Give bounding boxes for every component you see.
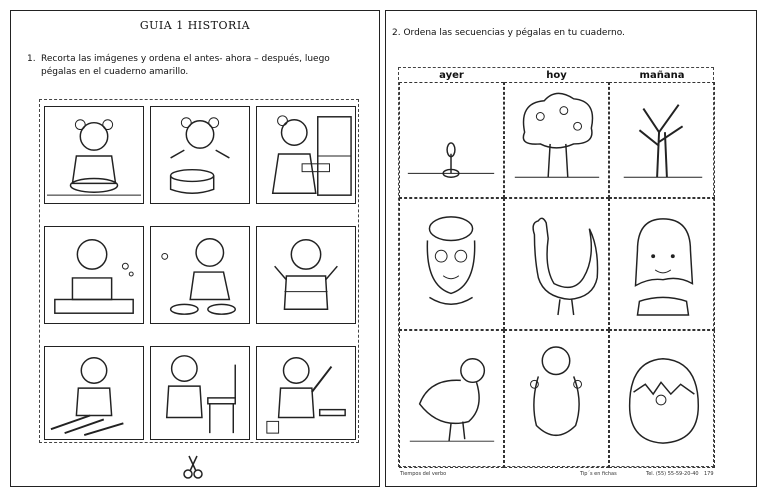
picture-chick	[399, 330, 504, 468]
picture-boy-tying-shoes	[150, 226, 250, 324]
picture-apple-tree	[504, 82, 609, 198]
picture-baby	[504, 330, 609, 468]
picture-girl-with-cake	[150, 106, 250, 204]
picture-girl-mixing	[44, 106, 144, 204]
scissors-icon	[183, 454, 203, 480]
picture-boy-washing-hands	[44, 226, 144, 324]
instruction-number: 1.	[27, 54, 36, 64]
footer-tips: Tip´s en fichas	[580, 471, 617, 477]
worksheet-right	[385, 10, 757, 487]
picture-girl-face	[609, 198, 715, 330]
footer-phone: Tel. (55) 55-59-20-40	[646, 471, 699, 477]
cutout-grid	[39, 99, 359, 443]
footer-left: Tiempos del verbo	[400, 471, 447, 477]
picture-grandmother	[399, 198, 504, 330]
sequence-grid	[398, 67, 714, 467]
picture-carpenter-wood	[44, 346, 144, 440]
picture-boy-dressed	[256, 226, 356, 324]
header-ayer: ayer	[439, 70, 464, 81]
picture-carpenter-painting	[256, 346, 356, 440]
worksheet-left	[10, 10, 380, 487]
header-hoy: hoy	[546, 70, 567, 81]
picture-seedling	[399, 82, 504, 198]
picture-hatching-egg	[609, 330, 715, 468]
picture-girl-oven	[256, 106, 356, 204]
picture-carpenter-chair	[150, 346, 250, 440]
instruction-2: 2. Ordena las secuencias y pégalas en tu cuaderno.	[392, 28, 625, 38]
header-manana: mañana	[639, 70, 685, 81]
picture-bare-tree	[609, 82, 715, 198]
instruction-text: Recorta las imágenes y ordena el antes- ahora – después, luego pégalas en el cuaderno amarillo.	[41, 54, 330, 77]
footer-page-number: 179	[704, 471, 714, 477]
page-title: GUIA 1 HISTORIA	[139, 19, 251, 32]
picture-rooster	[504, 198, 609, 330]
instruction-1	[27, 53, 369, 79]
